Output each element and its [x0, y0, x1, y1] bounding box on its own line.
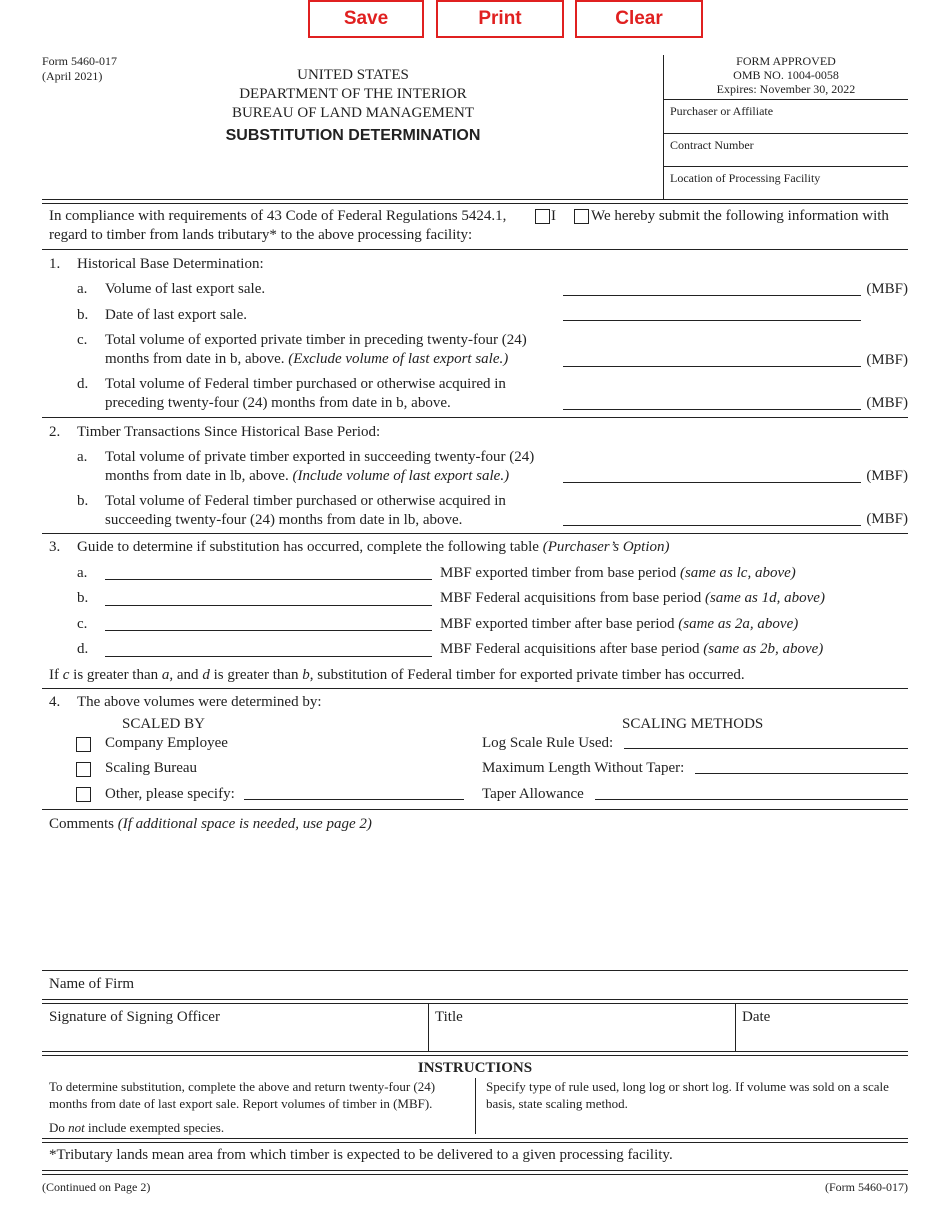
location-field-label: Location of Processing Facility [670, 171, 821, 185]
section4-title: The above volumes were determined by: [77, 694, 322, 710]
item-3b-input[interactable] [105, 605, 432, 606]
log-scale-label: Log Scale Rule Used: [482, 735, 614, 751]
purchaser-field[interactable] [664, 100, 908, 133]
instructions-heading: INSTRUCTIONS [417, 1060, 533, 1076]
section1-number: 1. [49, 256, 61, 272]
item-3c-letter: c. [77, 616, 88, 632]
item-1b-input[interactable] [563, 320, 861, 321]
contract-number-field[interactable] [664, 134, 908, 166]
section2-title: Timber Transactions Since Historical Base Period: [77, 424, 381, 440]
item-1c-unit: (MBF) [866, 352, 908, 368]
form-reference: (Form 5460-017) [825, 1180, 908, 1194]
compliance-text-cont: regard to timber from lands tributary* to the above processing facility: [49, 227, 473, 243]
scaled-by-heading: SCALED BY [122, 716, 205, 732]
item-2a-input[interactable] [563, 482, 861, 483]
log-scale-input[interactable] [624, 748, 908, 749]
taper-label: Taper Allowance [482, 786, 584, 802]
agency-line-2: DEPARTMENT OF THE INTERIOR [239, 86, 467, 102]
option-i-label: I [551, 208, 556, 224]
checkbox-we[interactable] [574, 209, 589, 224]
item-2a-letter: a. [77, 449, 88, 465]
item-3a-input[interactable] [105, 579, 432, 580]
max-length-input[interactable] [695, 773, 908, 774]
date-field[interactable] [736, 1003, 908, 1051]
item-2b-text-1: Total volume of Federal timber purchased or otherwise acquired in [105, 493, 506, 509]
item-1d-text-2: preceding twenty-four (24) months from date in b, above. [105, 395, 451, 411]
item-2b-unit: (MBF) [866, 511, 908, 527]
item-1b-text: Date of last export sale. [105, 307, 248, 323]
item-3a-letter: a. [77, 565, 88, 581]
section3-number: 3. [49, 539, 61, 555]
contract-number-label: Contract Number [670, 138, 754, 152]
other-input[interactable] [244, 799, 464, 800]
company-employee-label: Company Employee [105, 735, 228, 751]
item-2b-input[interactable] [563, 525, 861, 526]
max-length-label: Maximum Length Without Taper: [482, 760, 685, 776]
title-field[interactable] [429, 1003, 735, 1051]
checkbox-other[interactable] [76, 787, 91, 802]
item-3b-note: (same as 1d, above) [704, 590, 825, 606]
item-2a-text-1: Total volume of private timber exported in succeeding twenty-four (24) [105, 449, 535, 465]
item-1c-text-1: Total volume of exported private timber in preceding twenty-four (24) [105, 332, 527, 348]
firm-name-label: Name of Firm [49, 976, 134, 992]
firm-name-field[interactable] [42, 971, 908, 999]
scaling-bureau-label: Scaling Bureau [105, 760, 198, 776]
item-1a-letter: a. [77, 281, 88, 297]
section3-title: Guide to determine if substitution has occurred, complete the following table (Purchaser’s Option) [77, 539, 670, 555]
item-1c-note: (Exclude volume of last export sale.) [288, 351, 509, 367]
item-1c-text-2: months from date in b, above. (Exclude volume of last export sale.) [105, 351, 509, 367]
section1-title: Historical Base Determination: [77, 256, 264, 272]
instructions-left-1: To determine substitution, complete the above and return twenty-four (24) months from date of last export sale. Report volumes of timber in (MBF). [49, 1079, 436, 1111]
form-title: SUBSTITUTION DETERMINATION [225, 127, 481, 144]
section4-number: 4. [49, 694, 61, 710]
approval-line-1: FORM APPROVED [736, 54, 836, 68]
item-1d-text-1: Total volume of Federal timber purchased or otherwise acquired in [105, 376, 506, 392]
checkbox-scaling-bureau[interactable] [76, 762, 91, 777]
continued-note: (Continued on Page 2) [42, 1180, 151, 1194]
item-2b-text-2: succeeding twenty-four (24) months from date in lb, above. [105, 512, 463, 528]
section3-title-note: (Purchaser’s Option) [542, 539, 670, 555]
item-3c-input[interactable] [105, 630, 432, 631]
form-date: (April 2021) [42, 69, 103, 83]
item-2a-unit: (MBF) [866, 468, 908, 484]
item-2b-letter: b. [77, 493, 89, 509]
item-3d-text: MBF Federal acquisitions after base period (same as 2b, above) [440, 641, 824, 657]
item-3d-note: (same as 2b, above) [703, 641, 824, 657]
item-1a-text: Volume of last export sale. [105, 281, 266, 297]
item-3d-letter: d. [77, 641, 89, 657]
compliance-text: In compliance with requirements of 43 Code of Federal Regulations 5424.1, [49, 208, 507, 224]
print-button[interactable]: Print [436, 0, 564, 38]
agency-line-1: UNITED STATES [297, 67, 409, 83]
option-we-label: We hereby submit the following information with [591, 208, 889, 224]
tributary-footnote: *Tributary lands mean area from which timber is expected to be delivered to a given processing facility. [49, 1147, 673, 1163]
scaling-methods-heading: SCALING METHODS [622, 716, 764, 732]
section2-number: 2. [49, 424, 61, 440]
agency-line-3: BUREAU OF LAND MANAGEMENT [231, 105, 475, 121]
item-2a-note: (Include volume of last export sale.) [292, 468, 510, 484]
item-1c-input[interactable] [563, 366, 861, 367]
comments-note: (If additional space is needed, use page 2) [117, 816, 372, 832]
title-label: Title [435, 1009, 463, 1025]
item-1a-unit: (MBF) [866, 281, 908, 297]
item-2a-text-2: months from date in lb, above. (Include volume of last export sale.) [105, 468, 510, 484]
item-3b-letter: b. [77, 590, 89, 606]
form-number: Form 5460-017 [42, 54, 117, 68]
save-button[interactable]: Save [308, 0, 424, 38]
other-label: Other, please specify: [105, 786, 235, 802]
item-3a-note: (same as lc, above) [679, 565, 796, 581]
item-1d-unit: (MBF) [866, 395, 908, 411]
clear-button[interactable]: Clear [575, 0, 703, 38]
location-field[interactable] [664, 167, 908, 199]
comments-field[interactable] [42, 836, 908, 968]
purchaser-field-label: Purchaser or Affiliate [670, 104, 774, 118]
item-3b-text: MBF Federal acquisitions from base period (same as 1d, above) [440, 590, 825, 606]
item-1d-letter: d. [77, 376, 89, 392]
taper-input[interactable] [595, 799, 908, 800]
comments-label: Comments (If additional space is needed, use page 2) [49, 816, 372, 832]
item-3a-text: MBF exported timber from base period (same as lc, above) [440, 565, 796, 581]
signature-label: Signature of Signing Officer [49, 1009, 220, 1025]
substitution-rule: If c is greater than a, and d is greater than b, substitution of Federal timber for exported private timber has occurred. [49, 667, 745, 683]
item-3c-note: (same as 2a, above) [678, 616, 799, 632]
item-3d-input[interactable] [105, 656, 432, 657]
item-1b-letter: b. [77, 307, 89, 323]
item-1d-input[interactable] [563, 409, 861, 410]
date-label: Date [742, 1009, 771, 1025]
checkbox-company-employee[interactable] [76, 737, 91, 752]
item-1c-letter: c. [77, 332, 88, 348]
instructions-left-2: Do not include exempted species. [49, 1120, 225, 1135]
item-3c-text: MBF exported timber after base period (same as 2a, above) [440, 616, 799, 632]
approval-line-2: OMB NO. 1004-0058 [733, 68, 839, 82]
instructions-right-1: Specify type of rule used, long log or short log. If volume was sold on a scale basis, state scaling method. [486, 1079, 889, 1111]
signature-field[interactable] [42, 1003, 428, 1051]
approval-line-3: Expires: November 30, 2022 [716, 82, 856, 96]
item-1a-input[interactable] [563, 295, 861, 296]
checkbox-i[interactable] [535, 209, 550, 224]
